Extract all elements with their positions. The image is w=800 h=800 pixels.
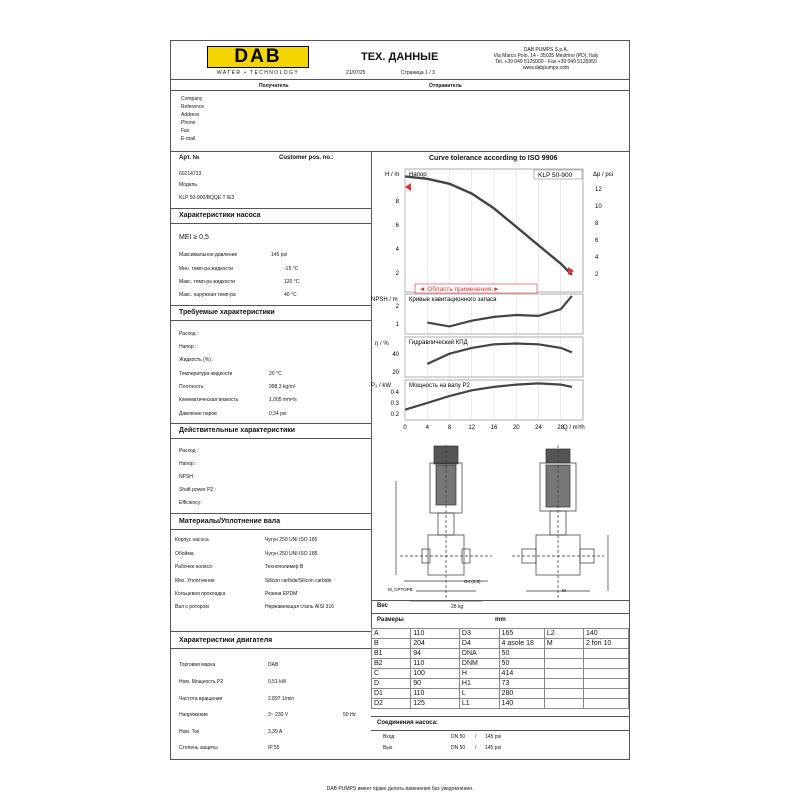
connection-sep: / [475, 734, 477, 740]
npsh-tick: 2 [395, 304, 399, 310]
required-value: 0,34 psi [269, 411, 287, 417]
power-axis-label: P₂ / kW [371, 383, 391, 389]
pump-chars-title: Характеристики насоса [179, 212, 261, 219]
contact-fields: Company Reference Address Phone Fax E-mail [181, 96, 205, 142]
q-tick: 4 [425, 425, 429, 431]
power-label: Мощность на валу P2 [409, 383, 470, 389]
psi-tick: 8 [595, 221, 599, 227]
connections-title: Соединения насоса: [377, 720, 438, 726]
motor-value: 0,51 kW [268, 679, 287, 685]
required-label: Жидкость (%) : [179, 357, 214, 363]
required-label: Расход : [179, 331, 199, 337]
connection-label: Вход [383, 734, 395, 740]
connection-pressure: 145 psi [485, 734, 502, 740]
model-label: Модель [179, 182, 197, 188]
connection-dn: DN 50 [451, 734, 466, 740]
spec-label: Мин. темп-ра жидкости [179, 266, 233, 272]
mei-value: MEI ≥ 0,5 [179, 234, 209, 241]
q-tick: 16 [490, 425, 498, 431]
psi-tick: 12 [595, 187, 602, 193]
actual-label: Расход : [179, 448, 199, 454]
actual-label: Напор : [179, 461, 197, 467]
actual-label: NPSH : [179, 474, 196, 480]
model-value: KLP 50-900/BQQE T IE3 [179, 195, 235, 201]
power-tick: 0.3 [390, 401, 399, 407]
legend-label: KLP 50-900 [538, 172, 573, 179]
article-number: 60214733 [179, 171, 202, 177]
required-value: 998,3 kg/m³ [269, 384, 296, 390]
range-label: ◄ Область применения ► [419, 286, 500, 293]
table-row: B 204 D4 4 asole 18 M 2 fori 10 [372, 639, 629, 649]
required-label: Температура жидкости [179, 371, 233, 377]
eff-label: Гидравлический КПД [409, 340, 468, 346]
recipient-label: Получатель [259, 83, 289, 89]
dn-label: M_CPTOPB [388, 587, 413, 592]
q-tick: 24 [535, 425, 542, 431]
h-tick: 6 [395, 223, 399, 229]
material-label: Обойма [175, 551, 194, 557]
connection-sep: / [475, 745, 477, 751]
psi-tick: 4 [595, 255, 599, 261]
table-row: D1 110 L 280 [372, 689, 629, 699]
connection-dn: DN 50 [451, 745, 466, 751]
motor-label: Напряжение [179, 712, 208, 718]
motor-value: 3~ 230 V [268, 712, 289, 718]
required-value: 1,005 mm²/s [269, 397, 297, 403]
psi-axis-label: Δp / psi [593, 172, 614, 178]
spec-label: Максимальное давление [179, 252, 238, 258]
material-label: Мех. Уплотнение [175, 578, 215, 584]
q-tick: 8 [447, 425, 452, 431]
table-row: B2 110 DNM 50 [372, 659, 629, 669]
psi-tick: 2 [595, 272, 599, 278]
material-label: Рабочее колесо [175, 564, 212, 570]
connection-pressure: 145 psi [485, 745, 502, 751]
table-row: C 100 H 414 [372, 669, 629, 679]
npsh-tick: 1 [395, 322, 399, 328]
g-label: G4 (0,5) [464, 579, 481, 584]
material-value: Silicon carbide/Silicon carbide [265, 578, 332, 584]
q-tick: 20 [512, 425, 520, 431]
page-title: ТЕХ. ДАННЫЕ [361, 51, 439, 63]
weight-label: Вес [377, 603, 388, 609]
motor-label: Степень защиты [179, 745, 218, 751]
psi-tick: 6 [595, 238, 599, 244]
efficiency-curve [427, 344, 572, 364]
pump-drawing [386, 441, 621, 616]
psi-tick: 10 [595, 204, 602, 210]
spec-value: 120 °C [284, 279, 300, 285]
dimensions-title: Размеры [377, 617, 404, 623]
required-title: Требуемые характеристики [179, 309, 275, 316]
motor-frequency: 50 Hz [343, 712, 357, 718]
sender-label: Отправитель [429, 83, 462, 89]
motor-label: Ном. Мощность P2 [179, 679, 224, 685]
h-tick: 4 [395, 247, 399, 253]
dab-logo: DAB [207, 46, 309, 68]
performance-curves [371, 163, 629, 435]
motor-label: Торговая марка [179, 662, 216, 668]
head-curve [405, 176, 572, 274]
material-value: Технополимер B [265, 564, 304, 570]
eff-tick: 20 [392, 370, 399, 376]
footer-note: DAB PUMPS имеет право делать изменения без уведомления. [326, 786, 474, 792]
materials-title: Материалы/Уплотнение вала [179, 518, 281, 525]
motor-value: 3,39 A [268, 729, 283, 735]
required-label: Напор : [179, 344, 197, 350]
material-value: Чугун 250 UNI ISO 185 [265, 551, 318, 557]
material-value: Чугун 250 UNI ISO 185 [265, 537, 318, 543]
table-row: D 90 H1 73 [372, 679, 629, 689]
required-label: Плотность: [179, 384, 205, 390]
h-tick: 2 [395, 271, 399, 277]
connection-label: Вых [383, 745, 393, 751]
motor-value: 2.897 1/min [268, 696, 295, 702]
required-value: 20 °C [269, 371, 282, 377]
material-label: Кольцевая прокладка [175, 591, 226, 597]
h-axis-label: H / m [385, 172, 400, 178]
eff-tick: 40 [392, 352, 399, 358]
spec-label: Макс. темп-ра жидкости [179, 279, 235, 285]
material-label: Корпус насоса [175, 537, 209, 543]
h-tick: 8 [395, 199, 399, 205]
motor-label: Частота вращения [179, 696, 223, 702]
m-label: M [562, 588, 566, 593]
article-label: Арт. № [179, 155, 200, 161]
npsh-axis-label: NPSH / m [371, 297, 398, 303]
page-number: Страница 1 / 3 [401, 70, 435, 76]
material-value: Нержавеющая сталь AISI 316 [265, 604, 335, 610]
company-address: DAB PUMPS S.p.A. Via Marco Polo, 14 - 35035 Mestrino (PD), Italy Tel. +39 049 5125000 - Fax +39 049 5125950 www.dabpumps.com [493, 47, 599, 71]
q-tick: 0 [403, 425, 407, 431]
npsh-label: Кривые кавитационного запаса [409, 297, 497, 303]
motor-title: Характеристики двигателя [179, 637, 273, 644]
spec-value: 145 psi [271, 252, 288, 258]
actual-label: Efficiency: [179, 500, 202, 506]
actual-title: Действительные характеристики [179, 427, 296, 434]
datasheet [170, 40, 630, 760]
dimensions-table [371, 628, 629, 709]
table-row: A 110 D3 165 L2 140 [372, 629, 629, 639]
table-row: B1 94 DNA 50 [372, 649, 629, 659]
motor-label: Ном. Ток [179, 729, 200, 735]
q-tick: 28 [557, 425, 565, 431]
weight-value: 28 kg [451, 604, 464, 610]
actual-label: Shaft power P2 : [179, 487, 216, 493]
q-axis-label: Q / m³/h [563, 425, 585, 431]
head-label: Напор [409, 172, 427, 178]
required-label: Давление паров [179, 411, 217, 417]
motor-value: DAB [268, 662, 279, 668]
customer-pos-label: Customer pos. no.: [279, 155, 334, 161]
spec-label: Макс. наружная темп-ра [179, 292, 236, 298]
power-tick: 0.2 [390, 412, 399, 418]
q-tick: 12 [468, 425, 476, 431]
eff-axis-label: η / % [375, 341, 389, 347]
curve-title: Curve tolerance according to ISO 9906 [429, 155, 558, 162]
range-start-marker [405, 183, 411, 191]
table-row: D2 125 L1 140 [372, 699, 629, 709]
material-label: Вал с ротором [175, 604, 209, 610]
material-value: Резина EPDM [265, 591, 298, 597]
motor-value: IP 55 [268, 745, 280, 751]
required-label: Кинематическая вязкость [179, 397, 239, 403]
spec-value: 40 °C [284, 292, 297, 298]
doc-date: 21/07/25 [346, 70, 366, 76]
logo-tagline: WATER • TECHNOLOGY [216, 70, 300, 76]
dimensions-unit: mm [495, 617, 506, 623]
power-tick: 0.4 [390, 390, 399, 396]
spec-value: -15 °C [284, 266, 299, 272]
